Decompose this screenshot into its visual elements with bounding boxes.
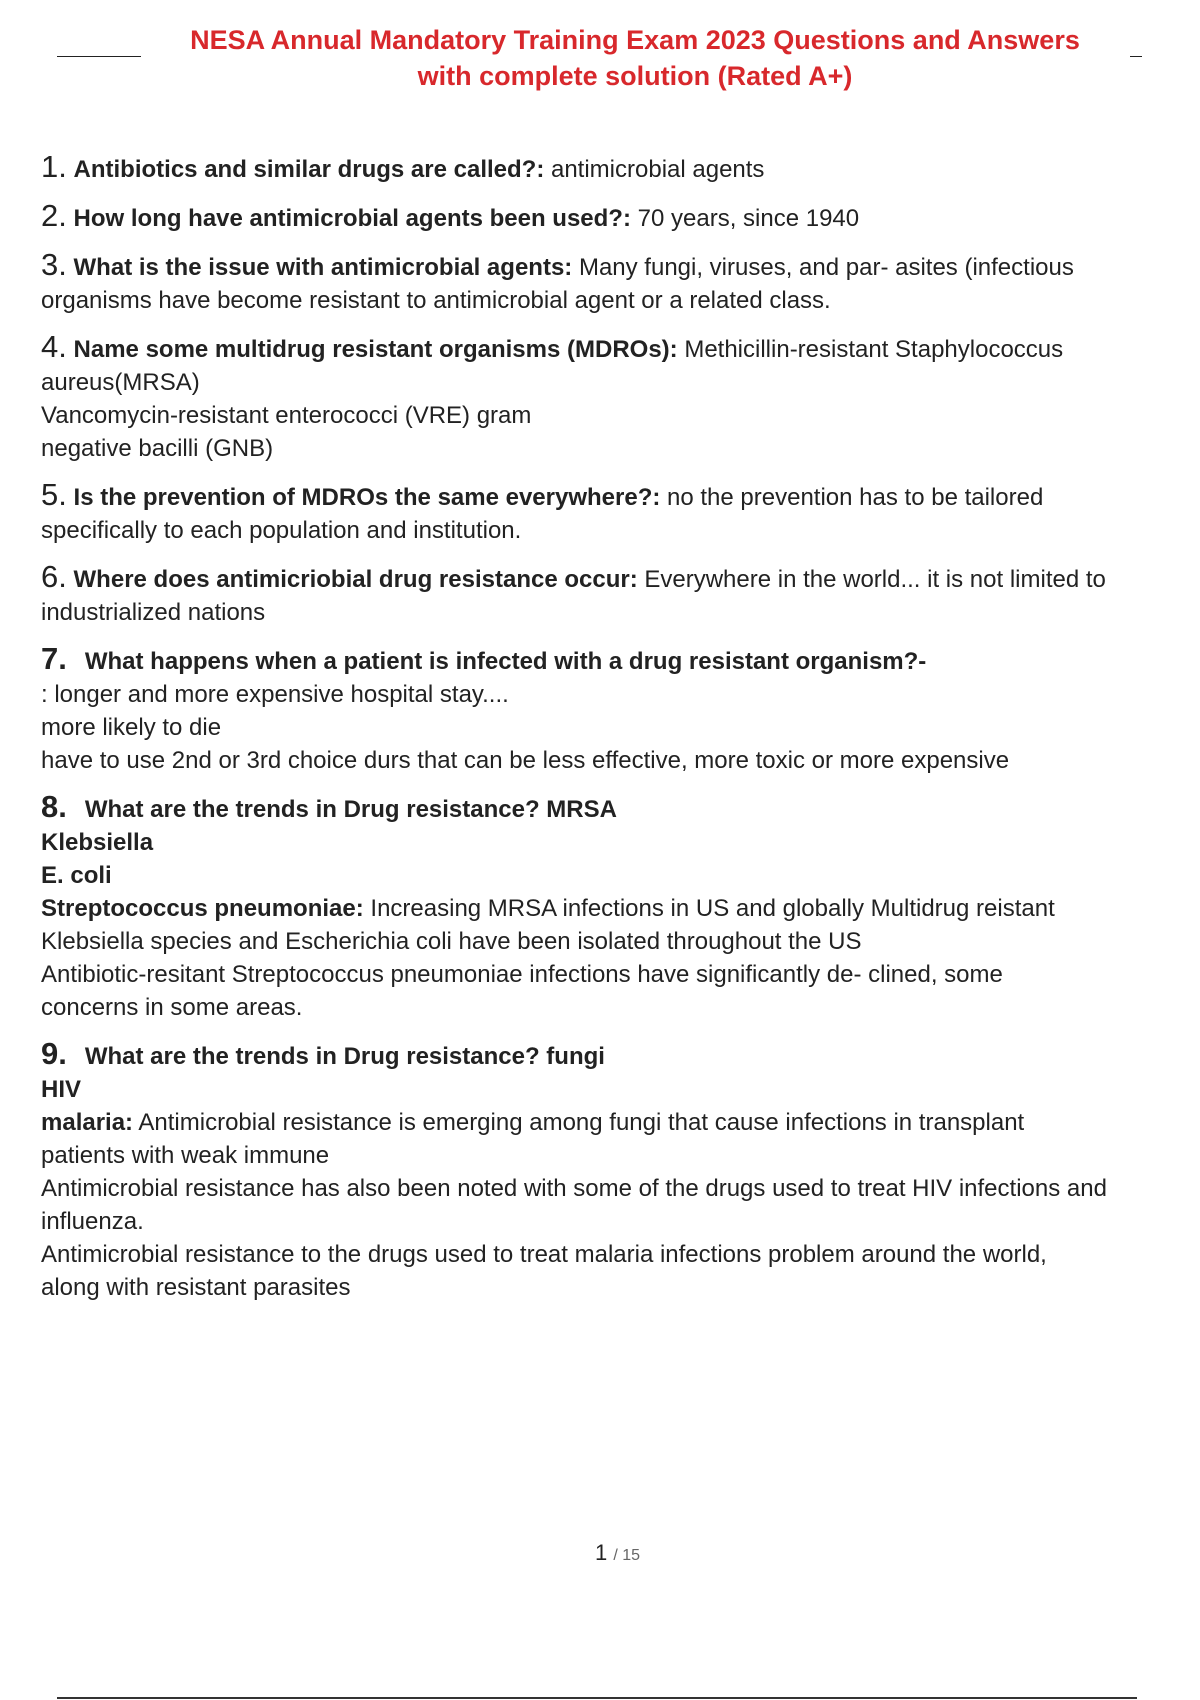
question-text: How long have antimicrobial agents been used?:: [73, 205, 631, 232]
answer-line: Antimicrobial resistance has also been noted with some of the drugs used to treat HIV infections and: [41, 1175, 1107, 1202]
title-rule-right: [1130, 56, 1142, 57]
question-text: Is the prevention of MDROs the same everywhere?:: [73, 484, 661, 511]
qa-number: 8.: [41, 789, 67, 824]
question-line: Klebsiella: [41, 829, 154, 856]
question-line: HIV: [41, 1076, 82, 1103]
answer-line: organisms have become resistant to antimicrobial agent or a related class.: [41, 287, 831, 314]
answer-text: Everywhere in the world... it is not limited to: [637, 566, 1106, 593]
document-title: [150, 22, 1120, 94]
title-line-2: with complete solution (Rated A+): [417, 61, 853, 91]
question-text: Where does antimicriobial drug resistance occur:: [73, 566, 638, 593]
qa-item-3: [41, 248, 1191, 317]
answer-line: Antimicrobial resistance to the drugs used to treat malaria infections problem around the world,: [41, 1241, 1047, 1268]
qa-item-8: [41, 790, 1191, 1024]
question-text: Name some multidrug resistant organisms (MDROs):: [73, 336, 678, 363]
answer-line: influenza.: [41, 1208, 144, 1235]
page-bottom-rule: [57, 1697, 1137, 1699]
answer-line: patients with weak immune: [41, 1142, 330, 1169]
qa-item-4: [41, 330, 1191, 465]
question-text: What is the issue with antimicrobial agents:: [73, 254, 573, 281]
qa-number: 4.: [41, 329, 67, 364]
qa-number: 1.: [41, 149, 67, 184]
answer-line: along with resistant parasites: [41, 1274, 351, 1301]
title-line-1: NESA Annual Mandatory Training Exam 2023 Questions and Answers: [190, 25, 1080, 55]
answer-line: aureus(MRSA): [41, 369, 200, 396]
answer-text: Many fungi, viruses, and par- asites (infectious: [572, 254, 1074, 281]
page-total: / 15: [613, 1547, 641, 1564]
page-current: 1: [594, 1540, 608, 1565]
page-indicator: [0, 1540, 1200, 1566]
answer-line: negative bacilli (GNB): [41, 435, 274, 462]
answer-line: specifically to each population and institution.: [41, 517, 522, 544]
answer-text: Increasing MRSA infections in US and globally Multidrug reistant: [363, 895, 1055, 922]
qa-item-1: [41, 150, 1191, 186]
qa-list: [41, 150, 1191, 1317]
qa-number: 9.: [41, 1036, 67, 1071]
question-line: E. coli: [41, 862, 112, 889]
answer-text: Antimicrobial resistance is emerging among fungi that cause infections in transplant: [133, 1109, 1025, 1136]
question-text-last: malaria:: [41, 1109, 134, 1136]
question-text-last: Streptococcus pneumoniae:: [41, 895, 364, 922]
qa-number: 7.: [41, 641, 67, 676]
answer-text: 70 years, since 1940: [630, 205, 860, 232]
answer-line: Antibiotic-resitant Streptococcus pneumoniae infections have significantly de- clined, some: [41, 961, 1003, 988]
answer-text: antimicrobial agents: [544, 156, 765, 183]
qa-number: 6.: [41, 559, 67, 594]
answer-line: Vancomycin-resistant enterococci (VRE) gram: [41, 402, 532, 429]
answer-text: no the prevention has to be tailored: [660, 484, 1044, 511]
answer-line: Klebsiella species and Escherichia coli have been isolated throughout the US: [41, 928, 862, 955]
question-text: What are the trends in Drug resistance? MRSA: [84, 796, 617, 823]
qa-number: 2.: [41, 198, 67, 233]
answer-line: more likely to die: [41, 714, 222, 741]
answer-line: : longer and more expensive hospital stay....: [41, 681, 509, 708]
qa-number: 5.: [41, 477, 67, 512]
answer-line: concerns in some areas.: [41, 994, 303, 1021]
question-text: Antibiotics and similar drugs are called?:: [73, 156, 545, 183]
answer-line: have to use 2nd or 3rd choice durs that can be less effective, more toxic or more expensive: [41, 747, 1010, 774]
qa-number: 3.: [41, 247, 67, 282]
title-rule-left: [57, 56, 141, 57]
answer-line: industrialized nations: [41, 599, 266, 626]
qa-item-6: [41, 560, 1191, 629]
qa-item-2: [41, 199, 1191, 235]
qa-item-7: [41, 642, 1191, 777]
answer-text: Methicillin-resistant Staphylococcus: [677, 336, 1064, 363]
question-text: What are the trends in Drug resistance? fungi: [84, 1043, 605, 1070]
qa-item-5: [41, 478, 1191, 547]
question-text: What happens when a patient is infected with a drug resistant organism?-: [84, 648, 927, 675]
qa-item-9: [41, 1037, 1191, 1304]
